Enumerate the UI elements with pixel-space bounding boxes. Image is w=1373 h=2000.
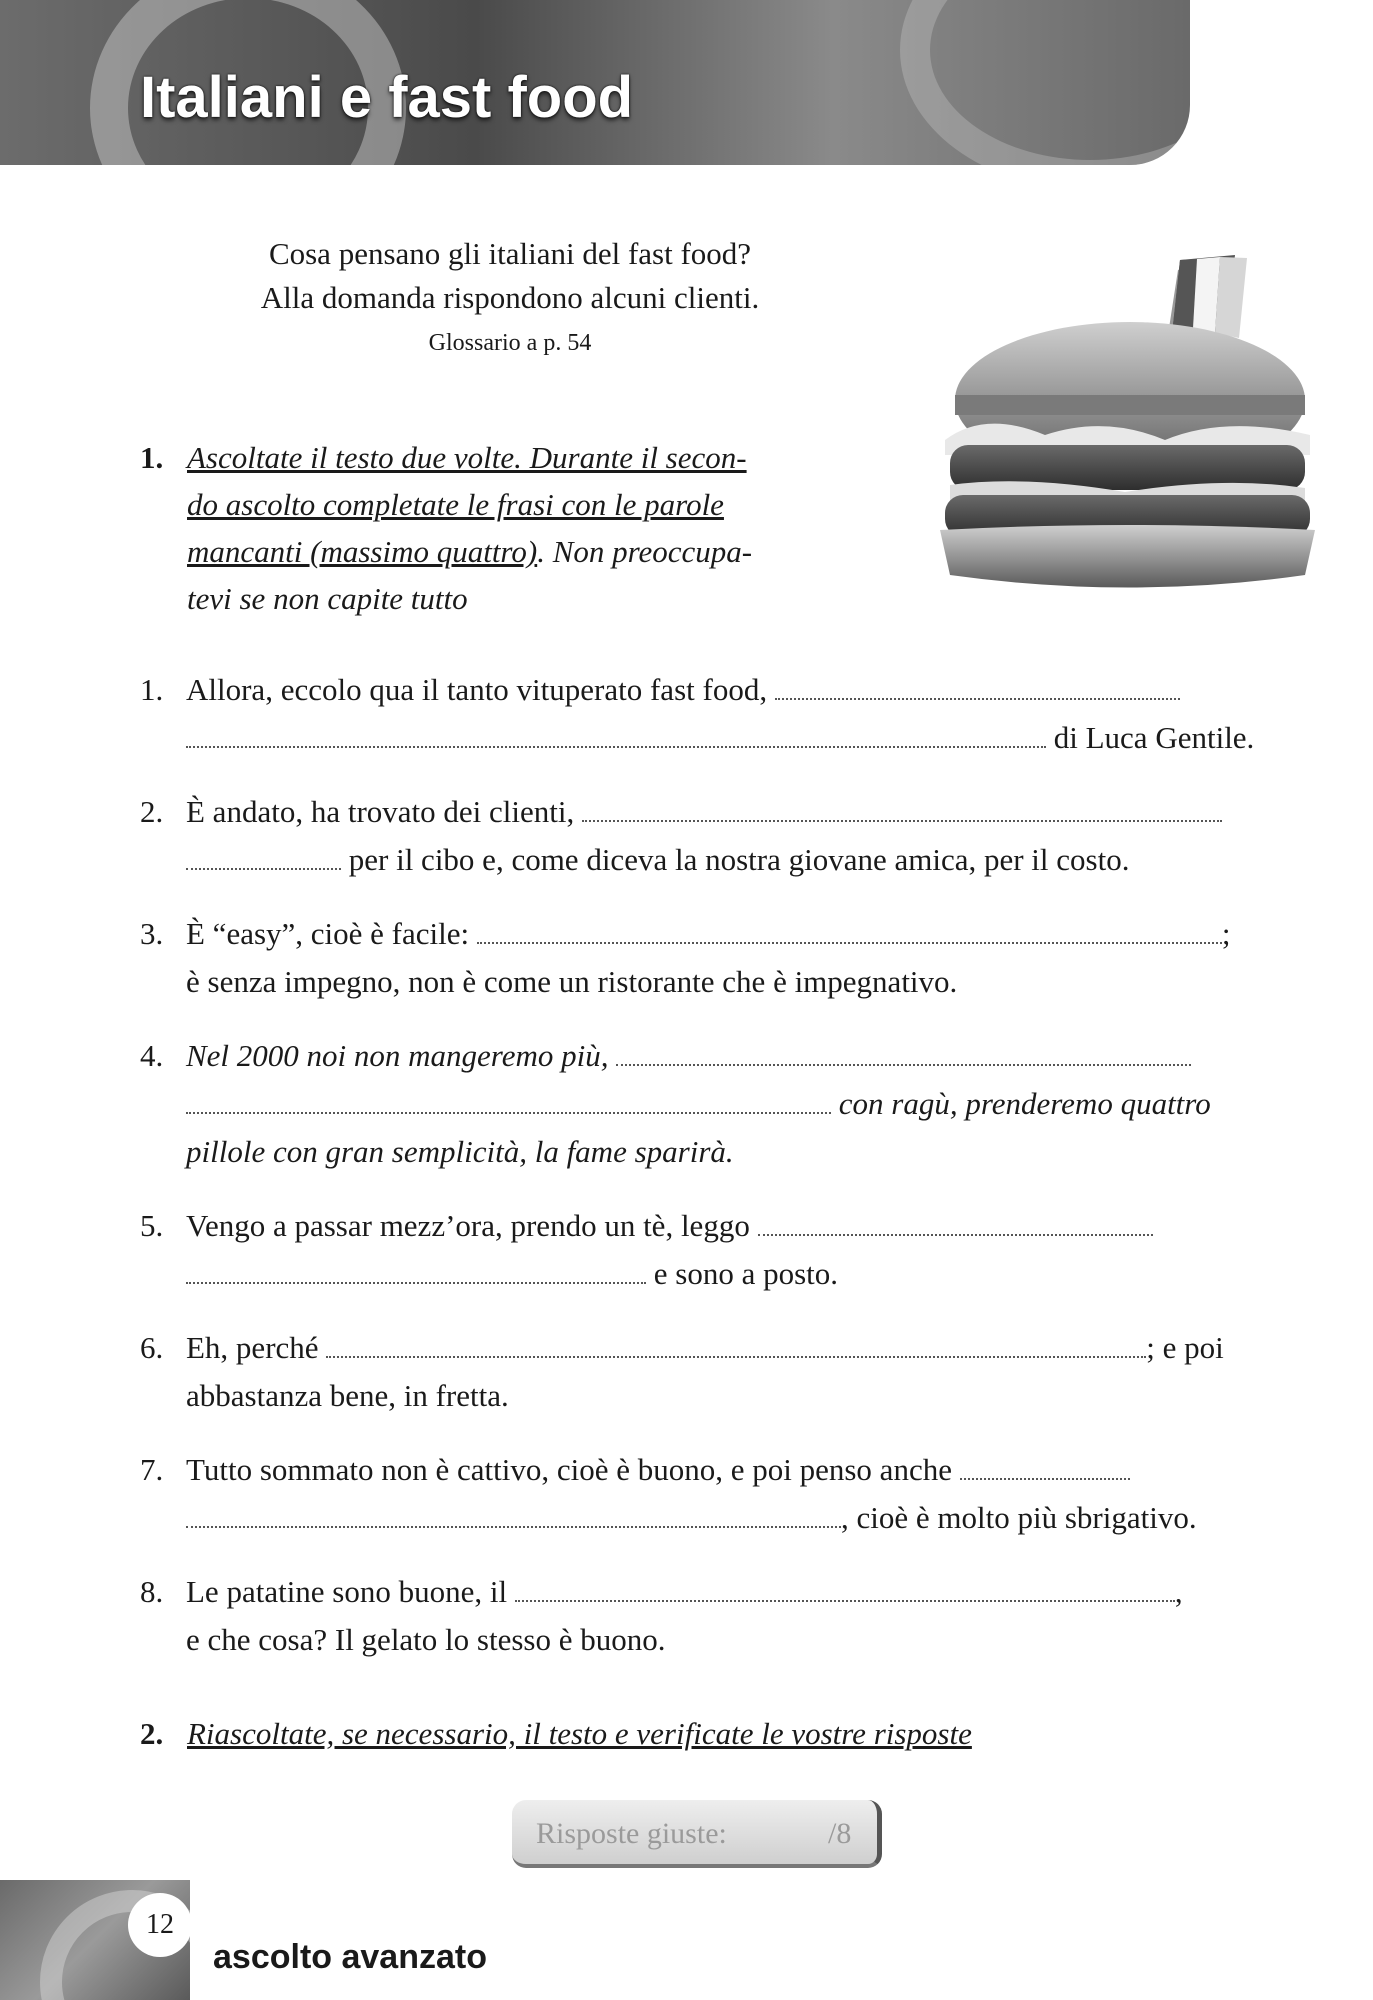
instruction-1 bbox=[140, 434, 880, 622]
answer-blank[interactable] bbox=[477, 928, 1222, 944]
answer-blank[interactable] bbox=[186, 1512, 841, 1528]
answer-blank[interactable] bbox=[186, 854, 341, 870]
answer-blank[interactable] bbox=[775, 684, 1180, 700]
answer-blank[interactable] bbox=[186, 1268, 646, 1284]
answer-blank[interactable] bbox=[515, 1586, 1175, 1602]
intro-text bbox=[160, 232, 860, 320]
list-item: 5. Vengo a passar mezz’ora, prendo un tè, leggo e sono a posto. bbox=[140, 1202, 1295, 1298]
glossary-reference: Glossario a p. 54 bbox=[428, 330, 592, 356]
instruction-2 bbox=[140, 1710, 1140, 1757]
banner-swirl-decoration bbox=[900, 0, 1190, 165]
instruction-text: Ascoltate il testo due volte. Durante il secon- do ascolto completate le frasi con le parole mancanti (massimo quattro). Non preoccupa- tevi se non capite tutto bbox=[187, 440, 753, 616]
list-item: 6. Eh, perché ; e poi abbastanza bene, in fretta. bbox=[140, 1330, 1224, 1413]
list-item: 2. È andato, ha trovato dei clienti, per il cibo e, come diceva la nostra giovane amica, per il costo. bbox=[140, 788, 1295, 884]
list-item: 4. Nel 2000 noi non mangeremo più, con ragù, prenderemo quattro pillole con gran semplicità, la fame sparirà. bbox=[140, 1038, 1211, 1169]
instruction-number: 2. bbox=[140, 1716, 164, 1751]
exercise-items bbox=[140, 666, 1295, 1690]
score-total: /8 bbox=[828, 1817, 852, 1850]
list-item: 3. È “easy”, cioè è facile: ; è senza impegno, non è come un ristorante che è impegnativo. bbox=[140, 916, 1231, 999]
section-label: ascolto avanzato bbox=[213, 1938, 487, 1976]
answer-blank[interactable] bbox=[582, 806, 1222, 822]
header-banner bbox=[0, 0, 1190, 165]
intro-line: Cosa pensano gli italiani del fast food? bbox=[268, 236, 752, 271]
answer-blank[interactable] bbox=[616, 1050, 1191, 1066]
page-number: 12 bbox=[128, 1893, 192, 1957]
hamburger-flag-illustration bbox=[925, 230, 1325, 610]
answer-blank[interactable] bbox=[960, 1464, 1130, 1480]
intro-line: Alla domanda rispondono alcuni clienti. bbox=[260, 280, 760, 315]
list-item: 8. Le patatine sono buone, il , e che cosa? Il gelato lo stesso è buono. bbox=[140, 1574, 1183, 1657]
instruction-text: Riascoltate, se necessario, il testo e verificate le vostre risposte bbox=[187, 1716, 972, 1751]
score-box bbox=[512, 1800, 882, 1868]
answer-blank[interactable] bbox=[326, 1342, 1146, 1358]
answer-blank[interactable] bbox=[186, 732, 1046, 748]
score-label: Risposte giuste: bbox=[536, 1817, 727, 1850]
list-item: 1. Allora, eccolo qua il tanto vituperato fast food, di Luca Gentile. bbox=[140, 672, 1255, 755]
answer-blank[interactable] bbox=[758, 1220, 1153, 1236]
instruction-number: 1. bbox=[140, 440, 164, 475]
list-item: 7. Tutto sommato non è cattivo, cioè è buono, e poi penso anche , cioè è molto più sbrigativo. bbox=[140, 1452, 1197, 1535]
answer-blank[interactable] bbox=[186, 1098, 831, 1114]
page-title: Italiani e fast food bbox=[140, 65, 634, 130]
